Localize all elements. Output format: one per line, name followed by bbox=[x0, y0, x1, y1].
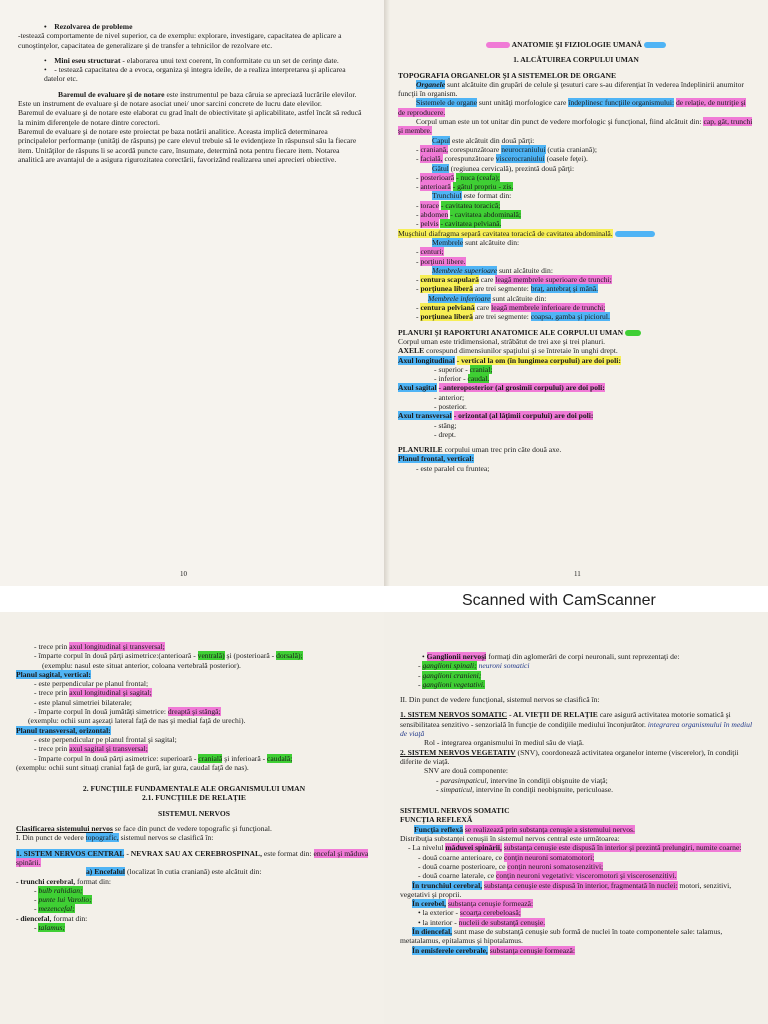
text-membre-sup-2: - porţiunea liberă are trei segmente: braţ, antebraţ şi mână. bbox=[416, 284, 599, 294]
text-gat: Gâtul (regiunea cervicală), prezintă două părţi: bbox=[432, 163, 575, 173]
text-sisteme: Sistemele de organe sunt unităţi morfologice care îndeplinesc funcţiile organismului: de relaţie, de nutriţie şi de reproducere. bbox=[398, 98, 746, 117]
text-cap: Capul este alcătuit din două părţi: bbox=[432, 135, 535, 145]
text-trunchi-2: - abdomen - cavitatea abdominală; bbox=[416, 210, 522, 220]
text-cerebel-2: • la interior - nucleii de substanţă cenuşie. bbox=[418, 917, 546, 927]
text-membre-1: - centuri; bbox=[416, 247, 444, 257]
page-fold bbox=[384, 0, 390, 586]
heading-rezolvare: • Rezolvarea de probleme bbox=[44, 22, 133, 31]
text-ax-long-2: - inferior - caudal. bbox=[434, 374, 490, 384]
text-tc-1: - bulb rahidian; bbox=[34, 885, 83, 895]
section-sistem-nervos: SISTEMUL NERVOS bbox=[158, 808, 230, 818]
scanner-watermark: Scanned with CamScanner bbox=[462, 592, 656, 609]
text-encefal: a) Encefalul (localizat în cutia craniană) este alcătuit din: bbox=[86, 867, 262, 877]
text-rezolvare: -testează comportamente de nivel superior, ca de exemplu: explorare, investigare, capacitatea de aplicare a cunoştinţelor, capacitatea de generalizare şi de transfer a tehnicilor de rezolvare etc. bbox=[18, 31, 342, 50]
text-topografic: I. Din punct de vedere topografic, sistemul nervos se clasifică în: bbox=[16, 833, 214, 843]
text-coarne-3: - două coarne laterale, ce conţin neuroni vegetativi: visceromotori şi viscerosenzitivi. bbox=[418, 871, 677, 881]
section-planuri: PLANURI ŞI RAPORTURI ANATOMICE ALE CORPULUI UMAN bbox=[398, 328, 754, 337]
page-13 bbox=[384, 612, 768, 1024]
text-ax-long-1: - superior - cranial; bbox=[434, 364, 493, 374]
text-maduva: - La nivelul măduvei spinării, substanţa cenuşie este dispusă în interior şi prezintă prelungiri, numite coarne: bbox=[408, 843, 742, 853]
text-functional: II. Din punct de vedere funcţional, sistemul nervos se clasifică în: bbox=[400, 695, 600, 705]
text-diafragma: Muşchiul diafragma separă cavitatea toracică de cavitatea abdominală. bbox=[398, 229, 754, 238]
text-rol: Rol - integrarea organismului în mediul său de viaţă. bbox=[424, 738, 584, 748]
text-trunchi-cer: În trunchiul cerebral, substanţa cenuşie este dispusă în interior, fragmentată în nuclei: motori, senzitivi, vegetativi şi proprii. bbox=[400, 880, 732, 899]
text-g-3: - ganglioni vegetativi. bbox=[418, 679, 485, 689]
text-barem-1: Baremul de evaluare şi de notare este instrumentul pe baza căruia se apreciază lucrările elevilor. Este un instrument de evaluare şi de notare asociat unei/ unor sarcini concrete de lucru date elevilor. bbox=[18, 89, 357, 109]
text-membre-inf-2: - porţiunea liberă are trei segmente: coapsa, gamba şi piciorul. bbox=[416, 312, 610, 322]
section-topografie: TOPOGRAFIA ORGANELOR ŞI A SISTEMELOR DE ORGANE bbox=[398, 70, 617, 80]
text-membre: Membrele sunt alcătuite din: bbox=[432, 237, 520, 247]
text-axele: AXELE corespund dimensiunilor spaţiului şi se întretaie în unghi drept. bbox=[398, 346, 618, 356]
text-diencefal-13: În diencefal, sunt mase de substanţă cenuşie sub formă de nuclei în toate componentele sale: talamus, metatalamus, epitalamus şi hipotalamus. bbox=[400, 927, 723, 946]
chapter-2-title: 2. FUNCŢIILE FUNDAMENTALE ALE ORGANISMULUI UMAN bbox=[82, 784, 306, 794]
text-ax-longitudinal: Axul longitudinal - vertical la om (în lungimea corpului) are doi poli: bbox=[398, 355, 621, 365]
text-membre-inf: Membrele inferioare sunt alcătuite din: bbox=[428, 293, 547, 303]
text-pt-3: - împarte corpul în două părţi asimetrice: superioară - cranială şi inferioară - caudală; bbox=[34, 753, 293, 763]
text-snv-2: - simpaticul, intervine în condiţii neobişnuite, periculoase. bbox=[436, 784, 613, 794]
text-membre-sup: Membrele superioare sunt alcătuite din: bbox=[432, 265, 553, 275]
text-coarne-2: - două coarne posterioare, ce conţin neuroni somatosenzitivi; bbox=[418, 861, 604, 871]
text-pf-example: (exemplu: nasul este situat anterior, coloana vertebrală posterior). bbox=[42, 660, 241, 670]
text-di-1: - talamus; bbox=[34, 923, 66, 933]
text-functia-reflexa: Funcţia reflexă se realizează prin substanţa cenuşie a sistemului nervos. bbox=[414, 824, 635, 834]
text-diencefal: - diencefal, format din: bbox=[16, 913, 88, 923]
page-11 bbox=[384, 0, 768, 586]
text-sns: 1. SISTEM NERVOS SOMATIC - AL VIEŢII DE RELAŢIE care asigură activitatea motorie somatică şi sensibilitatea senzitivo - senzorială în funcţie de condiţiile mediului înconjurător. integrarea organismului în mediul de viaţă bbox=[400, 710, 753, 739]
section-sns: SISTEMUL NERVOS SOMATIC bbox=[400, 806, 510, 816]
text-membre-2: - porţiuni libere. bbox=[416, 256, 466, 266]
text-distributia: Distribuţia substanţei cenuşii în sistemul nervos central este următoarea: bbox=[400, 834, 620, 844]
text-g-2: - ganglioni cranieni; bbox=[418, 670, 482, 680]
text-plan-sagital: Planul sagital, vertical: bbox=[16, 669, 91, 679]
text-miniseseu: • Mini eseu structurat - elaborarea unui text coerent, în conformitate cu un set de cerinţe date. bbox=[44, 55, 339, 65]
section-functia-reflexa: FUNCŢIA REFLEXĂ bbox=[400, 815, 473, 825]
text-pt-example: (exemplu: ochii sunt situaţi cranial faţă de gură, iar gura, caudal faţă de nas). bbox=[16, 762, 249, 772]
text-ps-2: - trece prin axul longitudinal şi sagital; bbox=[34, 688, 152, 698]
text-trunchi-cerebral: - trunchi cerebral, format din: bbox=[16, 876, 111, 886]
text-snv-comp: SNV are două componente: bbox=[424, 766, 509, 776]
page-number: 11 bbox=[574, 570, 581, 578]
text-membre-sup-1: - centura scapulară care leagă membrele superioare de trunchi; bbox=[416, 275, 612, 285]
text-ps-4: - împarte corpul în două jumătăţi simetrice: dreaptă şi stângă; bbox=[34, 707, 221, 717]
text-pt-2: - trece prin axul sagital şi transversal; bbox=[34, 744, 148, 754]
text-ax-sag-1: - anterior; bbox=[434, 392, 465, 402]
text-snc: 1. SISTEM NERVOS CENTRAL - NEVRAX SAU AX CEREBROSPINAL, este format din: encefal şi măduva spinării. bbox=[16, 848, 369, 867]
page-10 bbox=[0, 0, 384, 586]
text-membre-inf-1: - centura pelviană care leagă membrele inferioare de trunchi; bbox=[416, 303, 606, 313]
text-pf-3: - împarte corpul în două părţi asimetrice:(anterioară - ventrală) şi (posterioară - dorsală); bbox=[34, 651, 303, 661]
text-g-1: - ganglioni spinali; neuroni somatici bbox=[418, 661, 530, 671]
text-plan-frontal-1: - este paralel cu fruntea; bbox=[416, 463, 490, 473]
text-ax-sagital: Axul sagital - anteroposterior (al grosimii corpului) are doi poli: bbox=[398, 383, 605, 393]
text-plan-transversal: Planul transversal, orizontal: bbox=[16, 725, 111, 735]
text-ganglioni: • Ganglionii nervoşi formaţi din aglomerări de corpi neuronali, sunt reprezentaţi de: bbox=[422, 652, 680, 661]
text-cerebel: În cerebel, substanţa cenuşie formează: bbox=[412, 899, 534, 909]
text-pt-1: - este perpendicular pe planul frontal şi sagital; bbox=[34, 734, 177, 744]
text-barem-2: Baremul de evaluare şi de notare este elaborat cu grad înalt de obiectivitate şi aplicabilitate, astfel încât să reducă la minim diferenţele de notare dintre corectori. bbox=[18, 108, 362, 127]
text-trunchi-3: - pelvis - cavitatea pelviană. bbox=[416, 219, 502, 229]
text-planurile: PLANURILE corpului uman trec prin câte două axe. bbox=[398, 445, 562, 455]
text-pf-2: - trece prin axul longitudinal şi transversal; bbox=[34, 642, 165, 651]
text-ax-transversal: Axul transversal - orizontal (al lăţimii corpului) are doi poli: bbox=[398, 411, 594, 421]
page-title: ANATOMIE ŞI FIZIOLOGIE UMANĂ bbox=[398, 40, 754, 49]
text-ax-tr-1: - stâng; bbox=[434, 420, 457, 430]
text-snv-1: - parasimpaticul, intervine în condiţii obişnuite de viaţă; bbox=[436, 775, 608, 785]
text-emisfere: În emisferele cerebrale, substanţa cenuşie formează: bbox=[412, 945, 575, 955]
text-cap-1: - craniană, corespunzătoare neurocraniului (cutia craniană); bbox=[416, 144, 597, 154]
text-corp: Corpul uman este un tot unitar din punct de vedere morfologic şi funcţional, fiind alcătuit din: cap, gât, trunchi şi membre. bbox=[398, 117, 753, 136]
text-planuri-1: Corpul uman este tridimensional, străbătut de trei axe şi trei planuri. bbox=[398, 336, 606, 346]
chapter-title: 1. ALCĂTUIREA CORPULUI UMAN bbox=[513, 55, 639, 65]
text-ps-1: - este perpendicular pe planul frontal; bbox=[34, 679, 149, 689]
text-ps-example: (exemplu: ochii sunt aşezaţi lateral faţă de nas şi medial faţă de urechi). bbox=[28, 716, 246, 726]
page-12 bbox=[0, 612, 384, 1024]
text-trunchi-1: - torace - cavitatea toracică; bbox=[416, 200, 501, 210]
text-clasificare: Clasificarea sistemului nervos se face din punct de vedere topografic şi funcţional. bbox=[16, 824, 272, 834]
text-coarne-1: - două coarne anterioare, ce conţin neuroni somatomotori; bbox=[418, 852, 595, 862]
text-tc-3: - mezencefal; bbox=[34, 904, 75, 914]
subchapter-title: 2.1. FUNCŢIILE DE RELAŢIE bbox=[141, 793, 246, 803]
text-snv: 2. SISTEM NERVOS VEGETATIV (SNV), coordonează activitatea organelor interne (viscerelor), în condiţii diferite de viaţă. bbox=[400, 747, 739, 766]
text-miniseseu-2: • - testează capacitatea de a evoca, organiza şi integra ideile, de a realiza interpretarea şi aplicarea datelor etc. bbox=[44, 65, 346, 84]
text-trunchi: Trunchiul este format din: bbox=[432, 191, 512, 201]
text-tc-2: - punte lui Varolio; bbox=[34, 895, 92, 905]
text-gat-1: - posterioară - nuca (ceafa); bbox=[416, 172, 500, 182]
text-barem-3: Baremul de evaluare şi de notare este proiectat pe baza notării analitice. Aceasta implică determinarea principalelor performanţe (unităţi de răspuns) pe care elevul trebuie să le evidenţieze în răspunsul său la fiecare item. Unităţilor de răspuns li se acordă puncte care, însumate, determină nota pentru fiecare item. Notarea analitică are avantajul de a asigura rigurozitatea corectării, favorizând realizarea unei aprecieri obiective. bbox=[18, 126, 357, 164]
text-ax-sag-2: - posterior. bbox=[434, 401, 467, 411]
text-plan-frontal: Planul frontal, vertical: bbox=[398, 454, 474, 464]
text-cap-2: - facială, corespunzătoare viscerocraniului (oasele feţei). bbox=[416, 154, 588, 164]
text-ps-3: - este planul simetriei bilaterale; bbox=[34, 697, 132, 707]
text-ax-tr-2: - drept. bbox=[434, 429, 456, 439]
text-gat-2: - anterioară - gâtul propriu - zis. bbox=[416, 182, 514, 192]
text-organe: Organele sunt alcătuite din grupări de celule şi ţesuturi care s-au diferenţiat în vederea îndeplinirii anumitor funcţii în organism. bbox=[398, 79, 744, 99]
page-number: 10 bbox=[180, 570, 187, 578]
text-cerebel-1: • la exterior - scoarţa cerebeloasă; bbox=[418, 908, 521, 918]
